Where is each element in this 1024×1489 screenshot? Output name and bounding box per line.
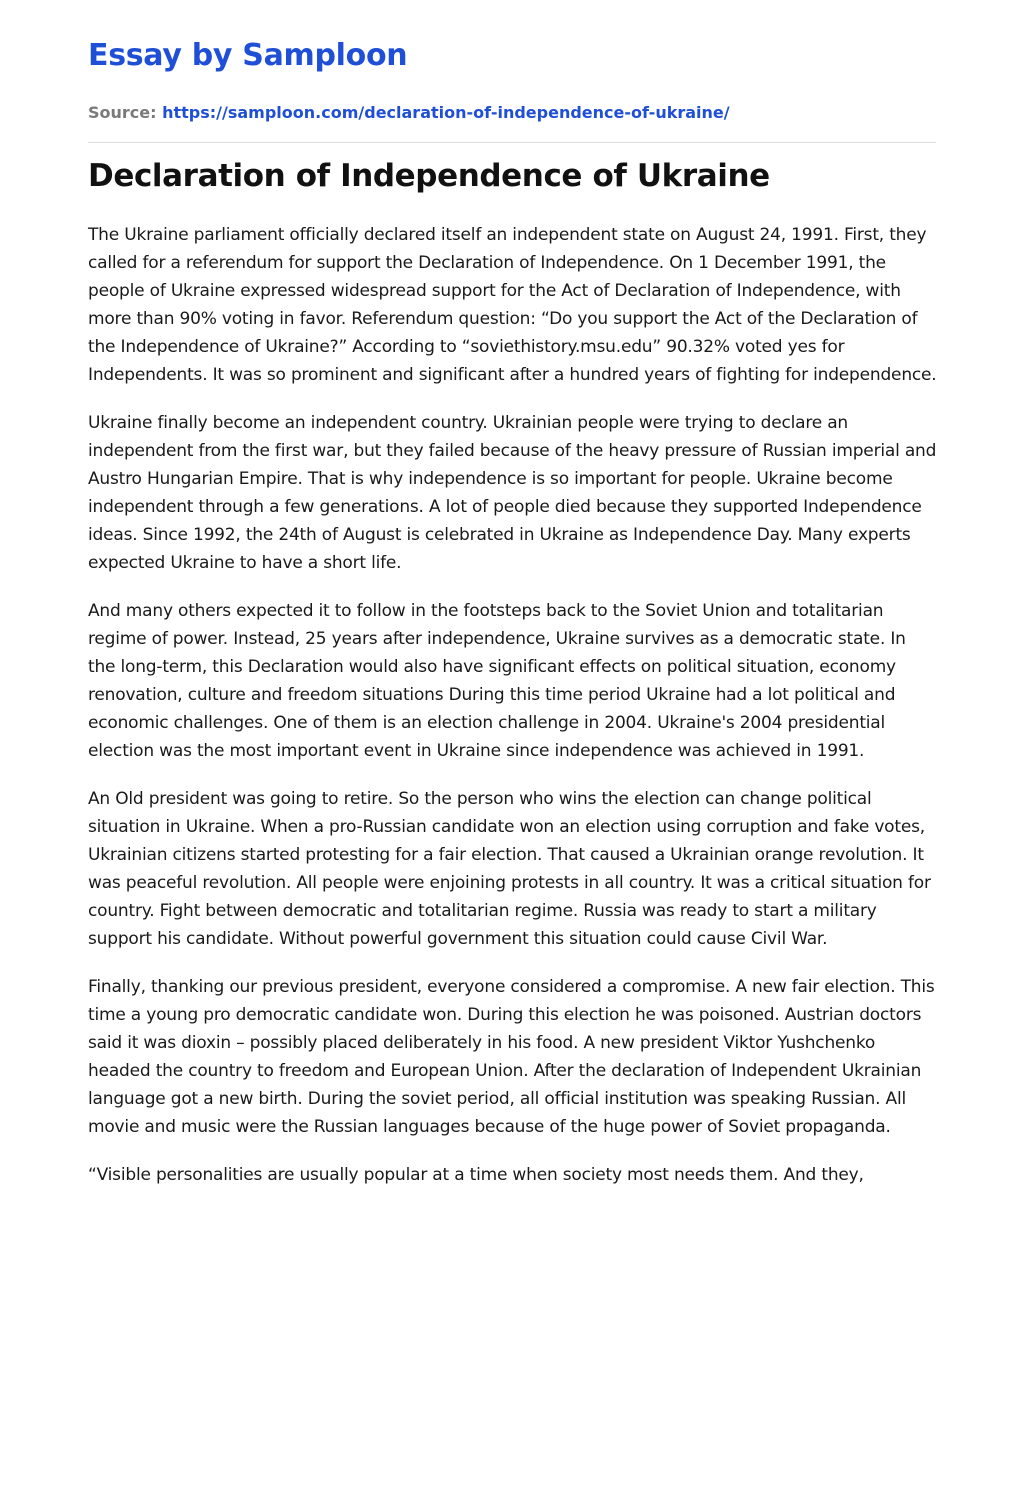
source-label: Source: <box>88 103 163 122</box>
paragraph: Finally, thanking our previous president, everyone considered a compromise. A new fair election. This time a young pro democratic candidate won. During this election he was poisoned. Austrian doctors said it was dioxin – possibly placed deliberately in his food. A new president Viktor Yushchenko headed the country to freedom and European Union. After the declaration of Independent Ukrainian language got a new birth. During the soviet period, all official institution was speaking Russian. All movie and music were the Russian languages because of the huge power of Soviet propaganda. <box>88 977 935 1137</box>
brand-title[interactable]: Essay by Samploon <box>88 38 408 73</box>
paragraph: The Ukraine parliament officially declared itself an independent state on August 24, 1991. First, they called for a referendum for support the Declaration of Independence. On 1 December 1991, the people of Ukraine expressed widespread support for the Act of Declaration of Independence, with more than 90% voting in favor. Referendum question: “Do you support the Act of the Declaration of the Independence of Ukraine?” According to “soviethistory.msu.edu” 90.32% voted yes for Independents. It was so prominent and significant after a hundred years of fighting for independence. <box>88 225 937 385</box>
source-line <box>88 102 730 124</box>
paragraph: And many others expected it to follow in the footsteps back to the Soviet Union and totalitarian regime of power. Instead, 25 years after independence, Ukraine survives as a democratic state. In the long-term, this Declaration would also have significant effects on political situation, economy renovation, culture and freedom situations During this time period Ukraine had a lot political and economic challenges. One of them is an election challenge in 2004. Ukraine's 2004 presidential election was the most important event in Ukraine since independence was achieved in 1991. <box>88 601 906 761</box>
paragraph: “Visible personalities are usually popular at a time when society most needs them. And they, <box>88 1165 864 1185</box>
header-divider <box>88 142 936 143</box>
article-title: Declaration of Independence of Ukraine <box>88 158 770 194</box>
article-body <box>88 221 938 1209</box>
paragraph: An Old president was going to retire. So the person who wins the election can change political situation in Ukraine. When a pro-Russian candidate won an election using corruption and fake votes, Ukrainian citizens started protesting for a fair election. That caused a Ukrainian orange revolution. It was peaceful revolution. All people were enjoining protests in all country. It was a critical situation for country. Fight between democratic and totalitarian regime. Russia was ready to start a military support his candidate. Without powerful government this situation could cause Civil War. <box>88 789 931 949</box>
source-link[interactable]: https://samploon.com/declaration-of-independence-of-ukraine/ <box>162 103 730 122</box>
paragraph: Ukraine finally become an independent country. Ukrainian people were trying to declare an independent from the first war, but they failed because of the heavy pressure of Russian imperial and Austro Hungarian Empire. That is why independence is so important for people. Ukraine become independent through a few generations. A lot of people died because they supported Independence ideas. Since 1992, the 24th of August is celebrated in Ukraine as Independence Day. Many experts expected Ukraine to have a short life. <box>88 413 937 573</box>
